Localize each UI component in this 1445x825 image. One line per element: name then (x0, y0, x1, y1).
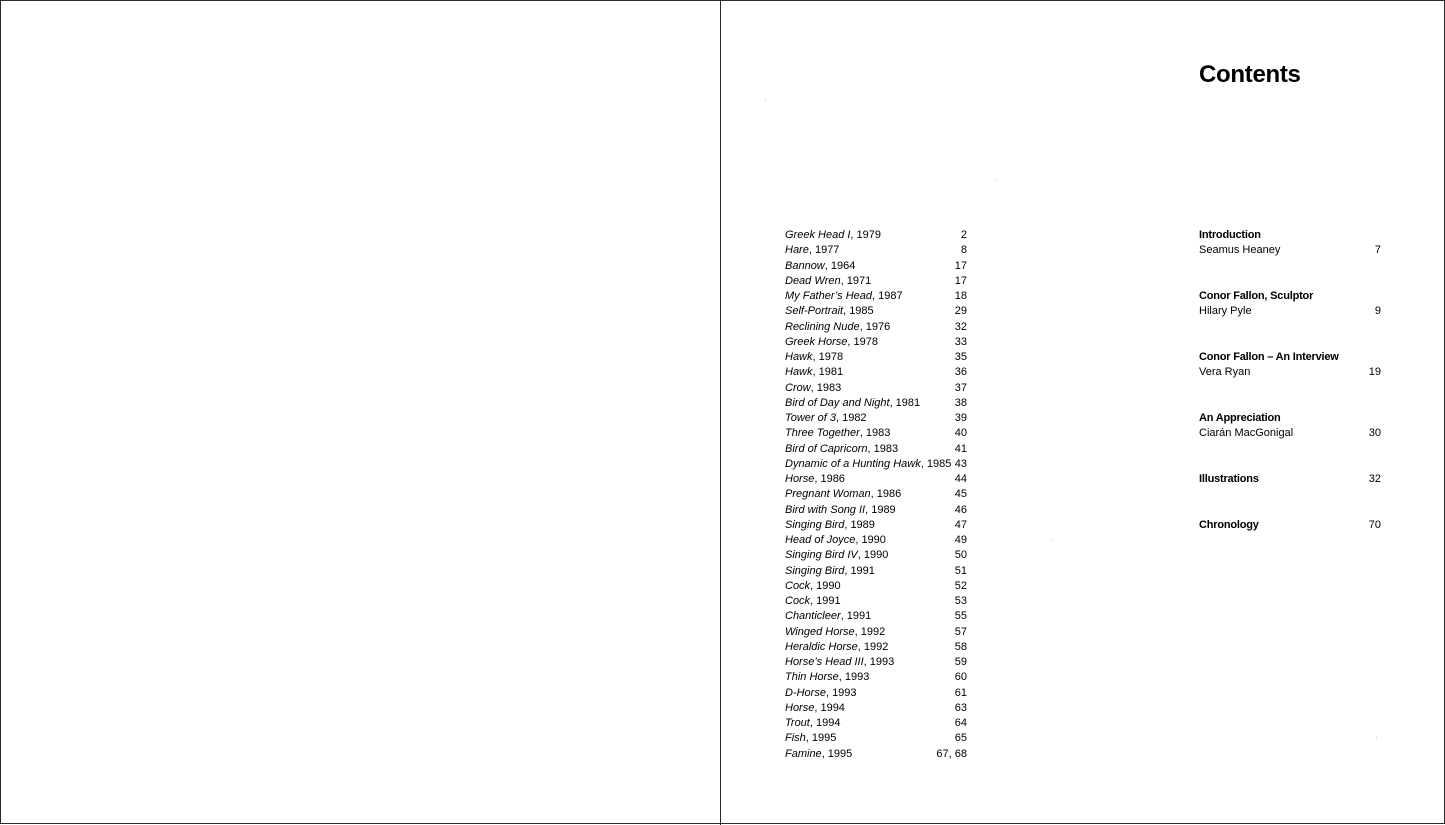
illustration-page-number: 55 (954, 610, 967, 623)
list-item (785, 670, 967, 685)
illustration-title: Bird with Song II (785, 503, 866, 516)
list-item (785, 518, 967, 533)
illustration-year: , 1982 (835, 412, 867, 424)
illustration-page-number: 53 (954, 595, 967, 607)
illustration-year: , 1985 (920, 457, 952, 470)
illustration-year: , 1992 (854, 625, 886, 638)
illustration-label (785, 579, 841, 594)
illustration-label (785, 533, 886, 548)
illustration-year: , 1993 (825, 686, 857, 699)
list-item (785, 594, 967, 609)
illustration-page-number: 38 (954, 396, 967, 409)
list-item (785, 579, 967, 594)
toc-page-number: 19 (1368, 366, 1381, 379)
illustration-page-number: 37 (954, 381, 967, 394)
illustration-label (785, 472, 845, 487)
illustration-year: , 1985 (843, 305, 874, 318)
illustration-year: , 1981 (889, 396, 921, 409)
illustration-year: , 1994 (814, 701, 845, 714)
list-item (785, 548, 967, 563)
illustration-label (785, 564, 875, 579)
paper-speck (765, 99, 766, 100)
illustration-title: Dead Wren (785, 274, 841, 287)
illustration-page-number: 17 (954, 274, 967, 287)
list-item (785, 731, 967, 746)
illustration-page-number: 63 (954, 701, 967, 714)
illustrations-list (785, 228, 967, 762)
illustration-label (785, 731, 836, 746)
illustration-year: , 1994 (809, 717, 841, 729)
list-item (785, 533, 967, 548)
illustration-page-number: 52 (954, 579, 967, 592)
list-item (785, 365, 967, 380)
illustration-page-number: 60 (954, 671, 967, 684)
list-item (785, 472, 967, 487)
illustration-page-number: 43 (954, 457, 967, 470)
illustration-year: , 1983 (859, 427, 891, 440)
illustration-label (785, 609, 871, 624)
illustration-year: , 1995 (821, 747, 853, 760)
illustration-title: Cock (785, 595, 811, 607)
illustration-title: Chanticleer (785, 610, 841, 623)
illustration-page-number: 39 (954, 412, 967, 424)
illustration-title: Fish (785, 732, 806, 745)
illustration-page-number: 45 (954, 488, 967, 501)
illustration-year: , 1977 (808, 244, 840, 257)
illustration-title: Hawk (785, 351, 813, 363)
list-item (785, 320, 967, 335)
toc-page-number: 70 (1368, 519, 1381, 531)
illustration-label (785, 228, 881, 243)
list-item (785, 442, 967, 457)
toc-section-heading: Introduction (1199, 229, 1261, 241)
right-page-contents (721, 1, 1445, 825)
illustration-year: , 1991 (844, 564, 875, 577)
illustration-title: Singing Bird IV (785, 549, 858, 562)
illustration-page-number: 46 (954, 503, 967, 516)
illustration-year: , 1971 (840, 274, 872, 287)
list-item (785, 716, 967, 731)
toc-page-number: 32 (1368, 473, 1381, 485)
toc-section (1199, 228, 1381, 259)
illustration-page-number: 29 (954, 305, 967, 318)
toc-section (1199, 289, 1381, 320)
toc-section (1199, 350, 1381, 381)
illustration-page-number: 33 (954, 335, 967, 348)
illustration-label (785, 426, 890, 441)
illustration-label (785, 640, 888, 655)
illustration-year: , 1978 (847, 335, 878, 348)
toc-page-number: 7 (1374, 244, 1381, 257)
illustration-year: , 1991 (840, 610, 872, 623)
illustration-title: Reclining Nude (785, 320, 860, 333)
illustration-year: , 1987 (872, 290, 903, 302)
illustration-label (785, 396, 920, 411)
left-page-blank (1, 1, 720, 825)
illustration-page-number: 18 (954, 290, 967, 302)
list-item (785, 411, 967, 426)
illustration-label (785, 594, 841, 609)
list-item (785, 625, 967, 640)
illustration-title: Cock (785, 579, 811, 592)
paper-speck (1376, 737, 1377, 738)
illustration-page-number: 67, 68 (936, 747, 967, 760)
illustration-page-number: 41 (954, 442, 967, 455)
list-item (785, 243, 967, 258)
illustration-year: , 1986 (814, 473, 845, 485)
toc-section-author: Ciarán MacGonigal (1199, 427, 1294, 440)
illustration-title: Trout (785, 717, 810, 729)
illustration-year: , 1992 (857, 640, 889, 653)
illustration-title: Tower of 3 (785, 412, 836, 424)
illustration-year: , 1986 (870, 488, 902, 501)
illustration-title: Pregnant Woman (785, 488, 871, 501)
illustration-label (785, 411, 867, 426)
list-item (785, 426, 967, 441)
illustration-label (785, 487, 901, 502)
paper-speck (1051, 539, 1052, 540)
illustration-title: Thin Horse (785, 671, 839, 684)
illustration-title: Singing Bird (785, 518, 845, 531)
illustration-year: , 1981 (812, 366, 844, 379)
illustration-title: My Father’s Head (785, 290, 873, 302)
illustration-label (785, 701, 845, 716)
illustration-page-number: 17 (954, 259, 967, 272)
illustration-label (785, 259, 855, 274)
list-item (785, 304, 967, 319)
illustration-page-number: 32 (954, 320, 967, 333)
illustration-year: , 1978 (812, 351, 844, 363)
illustration-title: D-Horse (785, 686, 826, 699)
illustration-page-number: 65 (954, 732, 967, 745)
illustration-year: , 1976 (859, 320, 891, 333)
illustration-page-number: 36 (954, 366, 967, 379)
illustration-label (785, 670, 869, 685)
list-item (785, 350, 967, 365)
toc-section-author: Hilary Pyle (1199, 305, 1252, 318)
list-item (785, 655, 967, 670)
illustration-year: , 1990 (810, 579, 841, 592)
toc-section (1199, 411, 1381, 442)
illustration-label (785, 274, 871, 289)
list-item (785, 747, 967, 762)
list-item (785, 259, 967, 274)
illustration-label (785, 457, 951, 472)
list-item (785, 686, 967, 701)
illustration-title: Greek Horse (785, 335, 848, 348)
illustration-label (785, 304, 874, 319)
illustration-title: Greek Head I (785, 229, 851, 241)
list-item (785, 609, 967, 624)
list-item (785, 503, 967, 518)
illustration-page-number: 64 (954, 717, 967, 729)
illustration-title: Bannow (785, 259, 825, 272)
list-item (785, 487, 967, 502)
illustration-page-number: 59 (954, 656, 967, 668)
list-item (785, 274, 967, 289)
illustration-label (785, 686, 857, 701)
illustration-title: Singing Bird (785, 564, 845, 577)
toc-section (1199, 518, 1381, 533)
illustration-year: , 1989 (844, 518, 875, 531)
illustration-page-number: 40 (954, 427, 967, 440)
illustration-page-number: 44 (954, 473, 967, 485)
illustration-title: Heraldic Horse (785, 640, 858, 653)
toc-page-number: 30 (1368, 427, 1381, 440)
illustration-label (785, 335, 878, 350)
illustration-label (785, 716, 840, 731)
illustration-page-number: 8 (960, 244, 967, 257)
toc-section-heading: Chronology (1199, 519, 1259, 531)
illustration-page-number: 57 (954, 625, 967, 638)
toc-section-author: Vera Ryan (1199, 366, 1251, 379)
illustration-year: , 1991 (810, 595, 841, 607)
illustration-label (785, 655, 894, 670)
illustration-label (785, 365, 843, 380)
illustration-page-number: 58 (954, 640, 967, 653)
illustration-title: Horse (785, 701, 815, 714)
illustration-page-number: 50 (954, 549, 967, 562)
illustration-label (785, 320, 890, 335)
illustration-label (785, 289, 903, 304)
illustration-year: , 1993 (838, 671, 870, 684)
illustration-title: Hawk (785, 366, 813, 379)
illustration-title: Winged Horse (785, 625, 855, 638)
toc-section (1199, 472, 1381, 487)
illustration-year: , 1979 (850, 229, 882, 241)
illustration-title: Famine (785, 747, 822, 760)
illustration-label (785, 503, 896, 518)
illustration-title: Bird of Capricorn (785, 442, 868, 455)
illustration-title: Horse’s Head III (785, 656, 864, 668)
list-item (785, 640, 967, 655)
list-item (785, 701, 967, 716)
illustration-year: , 1995 (805, 732, 837, 745)
toc-section-heading: Illustrations (1199, 473, 1259, 485)
illustration-year: , 1993 (863, 656, 895, 668)
illustration-year: , 1983 (810, 381, 842, 394)
page-title: Contents (1199, 61, 1301, 88)
list-item (785, 381, 967, 396)
illustration-label (785, 548, 888, 563)
illustration-label (785, 243, 839, 258)
toc-section-heading: Conor Fallon – An Interview (1199, 351, 1339, 363)
list-item (785, 457, 967, 472)
toc-section-heading: An Appreciation (1199, 412, 1281, 424)
toc-page-number: 9 (1374, 305, 1381, 318)
list-item (785, 289, 967, 304)
toc-section-author: Seamus Heaney (1199, 244, 1281, 257)
illustration-page-number: 51 (954, 564, 967, 577)
paper-speck (995, 179, 996, 180)
illustration-title: Hare (785, 244, 809, 257)
illustration-page-number: 35 (954, 351, 967, 363)
illustration-title: Crow (785, 381, 811, 394)
illustration-page-number: 61 (954, 686, 967, 699)
illustration-page-number: 49 (954, 534, 967, 546)
illustration-year: , 1990 (855, 534, 886, 546)
illustration-page-number: 47 (954, 518, 967, 531)
illustration-year: , 1983 (867, 442, 899, 455)
illustration-year: , 1989 (865, 503, 896, 516)
illustration-label (785, 381, 841, 396)
illustration-title: Dynamic of a Hunting Hawk (785, 457, 921, 470)
toc-section-heading: Conor Fallon, Sculptor (1199, 290, 1314, 302)
illustration-title: Self-Portrait (785, 305, 844, 318)
illustration-title: Horse (785, 473, 815, 485)
illustration-year: , 1990 (857, 549, 889, 562)
list-item (785, 228, 967, 243)
illustration-label (785, 350, 843, 365)
illustration-title: Head of Joyce (785, 534, 856, 546)
illustration-label (785, 625, 885, 640)
illustration-label (785, 518, 875, 533)
list-item (785, 564, 967, 579)
list-item (785, 396, 967, 411)
illustration-title: Three Together (785, 427, 860, 440)
illustration-title: Bird of Day and Night (785, 396, 890, 409)
illustration-label (785, 747, 852, 762)
illustration-year: , 1964 (824, 259, 856, 272)
illustration-label (785, 442, 898, 457)
list-item (785, 335, 967, 350)
illustration-page-number: 2 (960, 229, 967, 241)
